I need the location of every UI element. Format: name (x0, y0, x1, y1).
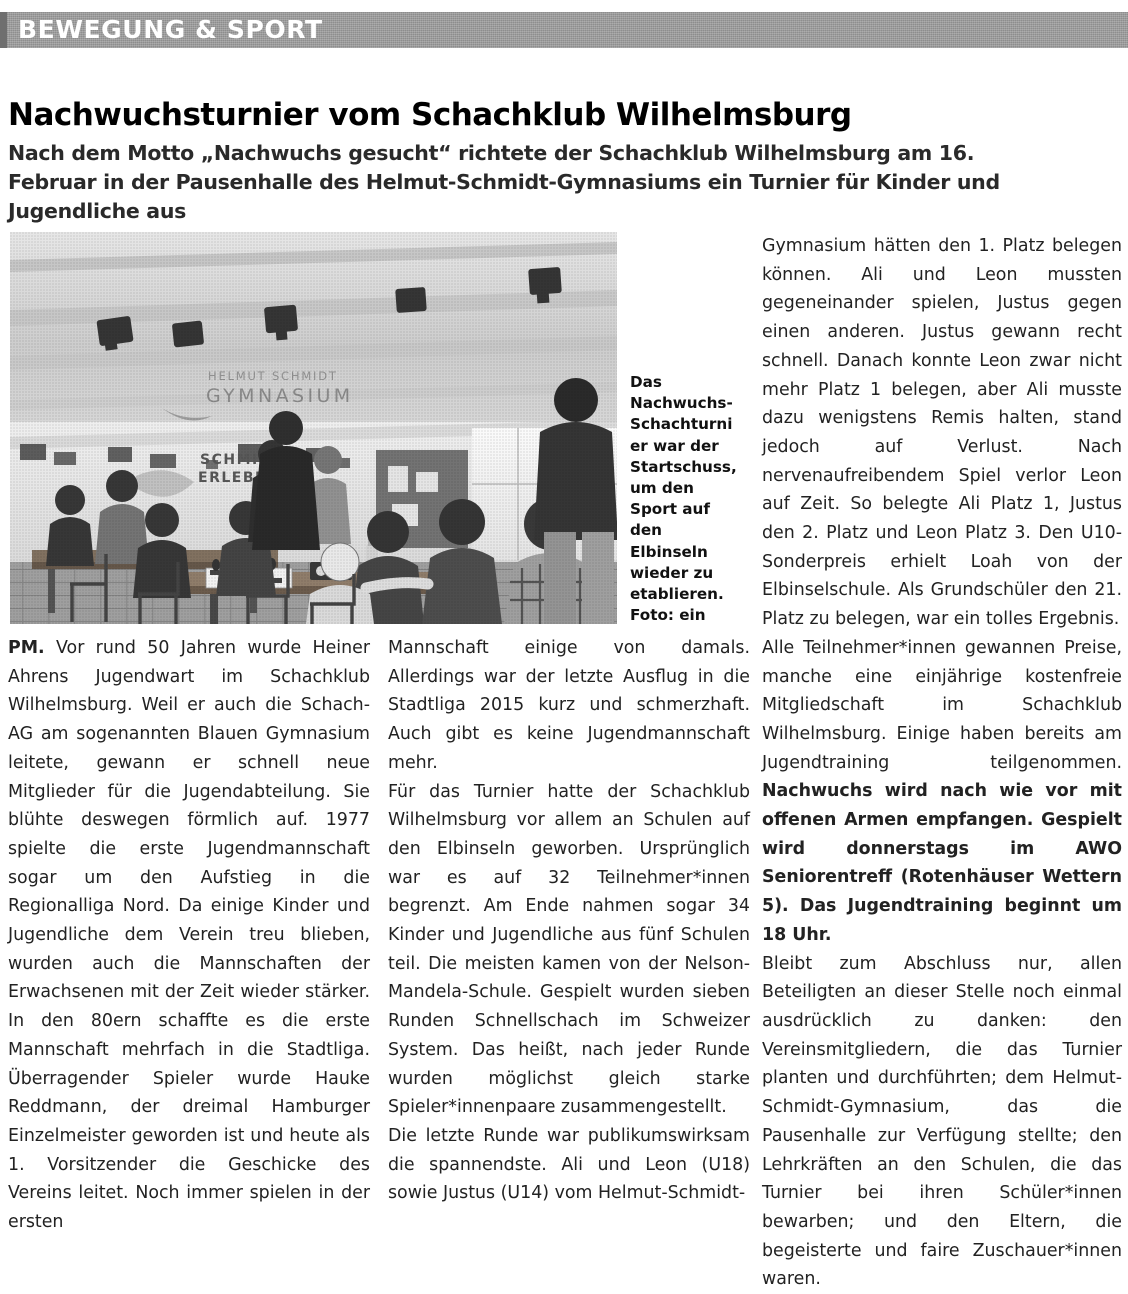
article-headline: Nachwuchsturnier vom Schachklub Wilhelmsburg (8, 96, 852, 133)
body-column-3 (762, 232, 1122, 1294)
section-band-left-edge (0, 12, 7, 48)
paragraph (762, 634, 1122, 950)
highlighted-text: Nachwuchs wird nach wie vor mit offenen Armen empfangen. Gespielt wird donnerstags im AWO Seniorentreff (Rotenhäuser Wettern 5). Das Jugendtraining beginnt um 18 Uhr. (762, 781, 1122, 945)
photo-caption: Das Nachwuchs-Schachturnier war der Startschuss, um den Sport auf den Elbinseln wieder zu etablieren. Foto: ein (630, 373, 737, 625)
paragraph: Für das Turnier hatte der Schachklub Wilhelmsburg vor allem an Schulen auf den Elbinseln geworben. Ursprünglich war es auf 32 Teilnehmer*innen begrenzt. Am Ende nahmen sogar 34 Kinder und Jugendliche aus fünf Schulen teil. Die meisten kamen von der Nelson-Mandela-Schule. Gespielt wurden sieben Runden Schnellschach im Schweizer System. Das heißt, nach jeder Runde wurden möglichst gleich starke Spieler*innenpaare zusammengestellt. (388, 781, 750, 1118)
paragraph: Bleibt zum Abschluss nur, allen Beteiligten an dieser Stelle noch einmal ausdrücklich zu danken: den Vereinsmitgliedern, die das Turnier planten und durchführten; dem Helmut-Schmidt-Gymnasium, das die Pausenhalle zur Verfügung stellte; den Lehrkräften an den Schulen, die das Turnier bei ihren Schüler*innen bewarben; und den Eltern, die begeisterte und faire Zuschauer*innen waren. (762, 953, 1122, 1290)
body-column-2 (388, 634, 750, 1208)
paragraph-text: Alle Teilnehmer*innen gewannen Preise, manche eine einjährige kostenfreie Mitgliedschaft im Schachklub Wilhelmsburg. Einige haben bereits am Jugendtraining teilgenommen. (762, 637, 1122, 773)
dateline: PM. (8, 638, 45, 658)
body-column-1 (8, 634, 370, 1237)
section-title: BEWEGUNG & SPORT (18, 15, 323, 44)
photo-illustration (10, 232, 617, 624)
paragraph: Mannschaft einige von damals. Allerdings war der letzte Ausflug in die Stadtliga 2015 kurz und schmerzhaft. Auch gibt es keine Jugendmannschaft mehr. (388, 638, 750, 773)
paragraph (8, 634, 370, 1237)
paragraph: Die letzte Runde war publikumswirksam die spannendste. Ali und Leon (U18) sowie Justus (U14) vom Helmut-Schmidt- (388, 1125, 750, 1204)
article-standfirst: Nach dem Motto „Nachwuchs gesucht“ richtete der Schachklub Wilhelmsburg am 16. Februar in der Pausenhalle des Helmut-Schmidt-Gymnasiums ein Turnier für Kinder und Jugendliche aus (8, 141, 1000, 223)
paragraph: Gymnasium hätten den 1. Platz belegen können. Ali und Leon mussten gegeneinander spielen, Justus gegen einen anderen. Justus gewann recht schnell. Danach konnte Leon zwar nicht mehr Platz 1 belegen, aber Ali musste dazu wenigstens Remis halten, stand jedoch auf Verlust. Nach nervenaufreibendem Spiel verlor Leon auf Zeit. So belegte Ali Platz 1, Justus den 2. Platz und Leon Platz 3. Den U10-Sonderpreis erhielt Loah von der Elbinselschule. Als Grundschüler den 21. Platz zu belegen, war ein tolles Ergebnis. (762, 236, 1122, 630)
article-photo (10, 232, 617, 624)
paragraph-text: Vor rund 50 Jahren wurde Heiner Ahrens Jugendwart im Schachklub Wilhelmsburg. Weil er auch die Schach-AG am sogenannten Blauen Gymnasium leitete, gewann er schnell neue Mitglieder für die Jugendabteilung. Sie blühte deswegen förmlich auf. 1977 spielte die erste Jugendmannschaft sogar um den Aufstieg in die Regionalliga Nord. Da einige Kinder und Jugendliche dem Verein treu blieben, wurden auch die Mannschaften der Erwachsenen mit der Zeit wieder stärker. In den 80ern schaffte es die erste Mannschaft mehrfach in die Stadtliga. Überragender Spieler wurde Hauke Reddmann, der dreimal Hamburger Einzelmeister geworden ist und heute als 1. Vorsitzender die Geschicke des Vereins leitet. Noch immer spielen in der ersten (8, 638, 370, 1233)
